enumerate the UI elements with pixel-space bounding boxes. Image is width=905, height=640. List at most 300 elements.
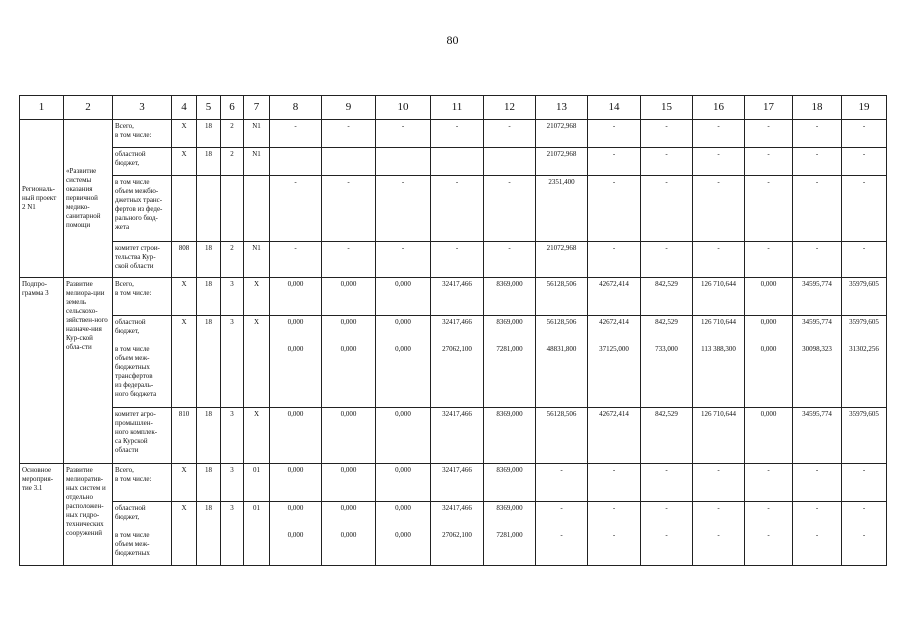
value-cell-col6 <box>221 120 244 148</box>
page-number: 80 <box>446 33 459 47</box>
cell-value: X <box>181 466 187 474</box>
cell-value: 0,000 <box>340 280 357 288</box>
cell-value: 0,000 <box>340 466 357 474</box>
cell-value: 42672,414 <box>599 410 629 418</box>
cell-value: 21072,968 <box>546 122 577 130</box>
value-cell-col10 <box>376 316 431 408</box>
cell-value: 01 <box>253 466 260 474</box>
value-cell-col16 <box>693 278 745 316</box>
value-cell-col18 <box>793 278 842 316</box>
funding-source-line: в том числе <box>115 178 150 186</box>
value-cell-col6 <box>221 502 244 566</box>
cell-value: 32417,466 <box>442 280 472 288</box>
value-cell-col15 <box>641 148 693 176</box>
value-cell-col12 <box>484 464 536 502</box>
cell-value: 0,000 <box>760 345 777 353</box>
cell-value: 18 <box>205 280 212 288</box>
cell-value: 32417,466 <box>442 504 472 512</box>
cell-value: - <box>767 531 770 539</box>
value-cell-col9 <box>322 120 376 148</box>
value-cell-col18 <box>793 408 842 464</box>
funding-source-line: ской области <box>115 262 154 270</box>
cell-value: 810 <box>178 410 190 418</box>
value-cell-col14 <box>588 176 641 242</box>
funding-source-line: бюджетных <box>115 549 150 557</box>
cell-value: 34595,774 <box>802 318 832 326</box>
cell-value: 126 710,644 <box>701 410 736 418</box>
cell-value: - <box>767 178 770 186</box>
funding-source-line: бюджет, <box>115 513 140 521</box>
cell-value: 34595,774 <box>802 410 832 418</box>
cell-value: - <box>862 244 866 252</box>
value-cell-col16 <box>693 148 745 176</box>
value-cell-col10 <box>376 278 431 316</box>
value-cell-col13 <box>536 316 588 408</box>
funding-source-line: бюджет, <box>115 327 140 335</box>
value-cell-col4 <box>172 502 197 566</box>
cell-value: - <box>508 122 511 130</box>
value-cell-col19 <box>842 408 887 464</box>
cell-value: 18 <box>205 150 212 158</box>
cell-value: - <box>612 150 616 158</box>
value-cell-col10 <box>376 120 431 148</box>
cell-value: 126 710,644 <box>701 280 736 288</box>
header-cell-18: 18 <box>793 96 842 120</box>
funding-source-line: в том числе <box>115 345 150 353</box>
value-cell-col10 <box>376 408 431 464</box>
value-cell-col6 <box>221 278 244 316</box>
funding-source-line: в том числе <box>115 531 150 539</box>
funding-source-line: ного комплек- <box>115 428 158 436</box>
funding-source-line: объем меж- <box>115 354 150 362</box>
value-cell-col18 <box>793 176 842 242</box>
cell-value: X <box>181 318 187 326</box>
header-cell-12: 12 <box>484 96 536 120</box>
cell-value: - <box>401 244 405 252</box>
value-cell-col14 <box>588 408 641 464</box>
cell-value: 3 <box>230 410 234 418</box>
cell-value: - <box>347 244 350 252</box>
value-cell-col6 <box>221 408 244 464</box>
cell-value: - <box>560 504 563 512</box>
funding-source-line: бюджетных <box>115 363 150 371</box>
funding-source-line: комитет строи- <box>115 244 160 252</box>
value-cell-col13 <box>536 502 588 566</box>
value-cell-col11 <box>431 148 484 176</box>
value-cell-col10 <box>376 464 431 502</box>
cell-value: - <box>767 150 770 158</box>
value-cell-col17 <box>745 502 793 566</box>
cell-value: - <box>767 466 770 474</box>
cell-value: - <box>717 178 720 186</box>
cell-value: - <box>665 122 668 130</box>
value-cell-col16 <box>693 408 745 464</box>
header-cell-14: 14 <box>588 96 641 120</box>
program-name-cell: Региональ-ный проект 2 N1 <box>20 120 64 278</box>
value-cell-col18 <box>793 464 842 502</box>
cell-value: 0,000 <box>340 504 357 512</box>
value-cell-col17 <box>745 464 793 502</box>
value-cell-col8 <box>270 148 322 176</box>
cell-value: N1 <box>252 150 261 158</box>
cell-value: 21072,968 <box>546 244 577 252</box>
program-name-cell: Основное мероприя-тие 3.1 <box>20 464 64 566</box>
value-cell-col16 <box>693 176 745 242</box>
cell-value: 42672,414 <box>599 318 629 326</box>
cell-value: - <box>401 122 405 130</box>
funding-source-cell <box>113 502 172 566</box>
value-cell-col8 <box>270 316 322 408</box>
cell-value: - <box>767 244 770 252</box>
value-cell-col14 <box>588 242 641 278</box>
cell-value: 0,000 <box>340 531 357 539</box>
cell-value: 0,000 <box>340 410 357 418</box>
cell-value: - <box>612 466 616 474</box>
value-cell-col15 <box>641 242 693 278</box>
cell-value: 2 <box>230 150 234 158</box>
value-cell-col10 <box>376 502 431 566</box>
cell-value: 0,000 <box>287 410 304 418</box>
value-cell-col4 <box>172 408 197 464</box>
cell-value: 8369,000 <box>496 466 523 474</box>
cell-value: - <box>815 244 819 252</box>
cell-value: 32417,466 <box>442 410 472 418</box>
cell-value: 56128,506 <box>546 318 577 326</box>
value-cell-col18 <box>793 242 842 278</box>
program-title-cell: «Развитие системы оказания первичной медико-санитарной помощи <box>64 120 113 278</box>
cell-value: - <box>612 504 616 512</box>
table-row <box>20 278 887 316</box>
cell-value: X <box>253 280 260 288</box>
value-cell-col13 <box>536 148 588 176</box>
value-cell-col7 <box>244 408 270 464</box>
value-cell-col5 <box>197 120 221 148</box>
value-cell-col9 <box>322 278 376 316</box>
cell-value: 34595,774 <box>802 280 832 288</box>
value-cell-col4 <box>172 120 197 148</box>
funding-source-line: фертов из феде- <box>115 205 163 213</box>
value-cell-col15 <box>641 278 693 316</box>
funding-source-cell <box>113 148 172 176</box>
funding-source-line: в том числе: <box>115 131 152 139</box>
value-cell-col15 <box>641 464 693 502</box>
cell-value: 8369,000 <box>496 410 523 418</box>
cell-value: 27062,100 <box>442 345 472 353</box>
cell-value: - <box>665 150 668 158</box>
cell-value: - <box>862 504 866 512</box>
cell-value: - <box>294 122 297 130</box>
value-cell-col5 <box>197 408 221 464</box>
value-cell-col19 <box>842 242 887 278</box>
table-row <box>20 120 887 148</box>
header-cell-7: 7 <box>244 96 270 120</box>
value-cell-col6 <box>221 176 244 242</box>
cell-value: 8369,000 <box>496 504 523 512</box>
cell-value: X <box>181 150 187 158</box>
value-cell-col5 <box>197 278 221 316</box>
cell-value: - <box>294 178 297 186</box>
cell-value: 31302,256 <box>849 345 879 353</box>
value-cell-col6 <box>221 464 244 502</box>
funding-source-line: Всего, <box>115 122 134 130</box>
cell-value: X <box>181 280 187 288</box>
header-cell-15: 15 <box>641 96 693 120</box>
cell-value: 0,000 <box>395 280 411 288</box>
header-cell-19: 19 <box>842 96 887 120</box>
cell-value: - <box>815 178 819 186</box>
value-cell-col17 <box>745 316 793 408</box>
table-row <box>20 464 887 502</box>
funding-source-line: объем межбю- <box>115 187 159 195</box>
cell-value: 0,000 <box>395 531 411 539</box>
cell-value: X <box>253 318 260 326</box>
cell-value: - <box>347 122 350 130</box>
value-cell-col19 <box>842 316 887 408</box>
cell-value: 30098,323 <box>802 345 832 353</box>
value-cell-col18 <box>793 316 842 408</box>
value-cell-col7 <box>244 148 270 176</box>
table-row <box>20 316 887 408</box>
cell-value: - <box>560 531 563 539</box>
cell-value: 2 <box>230 122 234 130</box>
value-cell-col7 <box>244 278 270 316</box>
cell-value: 0,000 <box>395 410 411 418</box>
funding-source-line: рального бюд- <box>115 214 158 222</box>
cell-value: - <box>665 504 668 512</box>
budget-table <box>19 95 887 566</box>
value-cell-col16 <box>693 502 745 566</box>
cell-value: 42672,414 <box>599 280 629 288</box>
funding-source-line: областной <box>115 150 146 158</box>
value-cell-col17 <box>745 242 793 278</box>
value-cell-col9 <box>322 242 376 278</box>
funding-source-line: тельства Кур- <box>115 253 156 261</box>
header-cell-11: 11 <box>431 96 484 120</box>
cell-value: 01 <box>253 504 260 512</box>
cell-value: 0,000 <box>340 318 357 326</box>
value-cell-col5 <box>197 464 221 502</box>
cell-value: 0,000 <box>395 318 411 326</box>
header-row <box>20 96 887 120</box>
value-cell-col17 <box>745 278 793 316</box>
cell-value: - <box>815 531 819 539</box>
value-cell-col5 <box>197 316 221 408</box>
funding-source-line: из федераль- <box>115 381 154 389</box>
value-cell-col19 <box>842 278 887 316</box>
funding-source-cell <box>113 316 172 408</box>
funding-source-cell <box>113 408 172 464</box>
cell-value: - <box>665 178 668 186</box>
value-cell-col19 <box>842 464 887 502</box>
value-cell-col12 <box>484 278 536 316</box>
funding-source-cell <box>113 278 172 316</box>
value-cell-col4 <box>172 148 197 176</box>
value-cell-col9 <box>322 148 376 176</box>
value-cell-col8 <box>270 502 322 566</box>
value-cell-col16 <box>693 120 745 148</box>
header-cell-10: 10 <box>376 96 431 120</box>
value-cell-col4 <box>172 176 197 242</box>
funding-source-line: трансфертов <box>115 372 153 380</box>
cell-value: X <box>181 122 187 130</box>
value-cell-col8 <box>270 278 322 316</box>
cell-value: 18 <box>205 410 212 418</box>
header-cell-1: 1 <box>20 96 64 120</box>
value-cell-col18 <box>793 148 842 176</box>
value-cell-col5 <box>197 176 221 242</box>
header-cell-16: 16 <box>693 96 745 120</box>
value-cell-col9 <box>322 176 376 242</box>
funding-source-line: Всего, <box>115 280 134 288</box>
cell-value: 21072,968 <box>546 150 577 158</box>
cell-value: 35979,605 <box>849 318 879 326</box>
value-cell-col16 <box>693 464 745 502</box>
value-cell-col8 <box>270 242 322 278</box>
value-cell-col16 <box>693 316 745 408</box>
table-row <box>20 176 887 242</box>
value-cell-col4 <box>172 464 197 502</box>
cell-value: - <box>815 466 819 474</box>
cell-value: 35979,605 <box>849 280 879 288</box>
cell-value: - <box>508 178 511 186</box>
cell-value: 56128,506 <box>546 280 577 288</box>
value-cell-col12 <box>484 502 536 566</box>
cell-value: 0,000 <box>287 504 304 512</box>
value-cell-col4 <box>172 242 197 278</box>
cell-value: 0,000 <box>760 410 777 418</box>
value-cell-col14 <box>588 120 641 148</box>
value-cell-col7 <box>244 464 270 502</box>
value-cell-col12 <box>484 148 536 176</box>
header-cell-9: 9 <box>322 96 376 120</box>
funding-source-line: комитет агро- <box>115 410 156 418</box>
value-cell-col19 <box>842 120 887 148</box>
cell-value: - <box>401 178 405 186</box>
cell-value: 0,000 <box>760 318 777 326</box>
value-cell-col5 <box>197 148 221 176</box>
cell-value: 126 710,644 <box>701 318 736 326</box>
cell-value: - <box>455 178 459 186</box>
value-cell-col14 <box>588 316 641 408</box>
cell-value: - <box>665 244 668 252</box>
cell-value: - <box>612 244 616 252</box>
cell-value: 808 <box>178 244 190 252</box>
cell-value: - <box>862 531 866 539</box>
value-cell-col18 <box>793 120 842 148</box>
cell-value: 27062,100 <box>442 531 472 539</box>
cell-value: 0,000 <box>760 280 777 288</box>
cell-value: 842,529 <box>655 280 678 288</box>
value-cell-col10 <box>376 148 431 176</box>
cell-value: 3 <box>230 504 234 512</box>
value-cell-col8 <box>270 408 322 464</box>
value-cell-col9 <box>322 464 376 502</box>
value-cell-col4 <box>172 278 197 316</box>
cell-value: 733,000 <box>655 345 678 353</box>
value-cell-col12 <box>484 408 536 464</box>
cell-value: N1 <box>252 244 261 252</box>
value-cell-col7 <box>244 242 270 278</box>
value-cell-col13 <box>536 464 588 502</box>
value-cell-col14 <box>588 502 641 566</box>
value-cell-col7 <box>244 120 270 148</box>
cell-value: 2351,400 <box>548 178 575 186</box>
value-cell-col9 <box>322 502 376 566</box>
value-cell-col5 <box>197 242 221 278</box>
funding-source-cell <box>113 176 172 242</box>
cell-value: - <box>508 244 511 252</box>
cell-value: 8369,000 <box>496 318 523 326</box>
funding-source-line: областной <box>115 504 146 512</box>
cell-value: 18 <box>205 466 212 474</box>
cell-value: N1 <box>252 122 261 130</box>
cell-value: - <box>717 504 720 512</box>
cell-value: - <box>717 466 720 474</box>
cell-value: - <box>665 466 668 474</box>
value-cell-col15 <box>641 176 693 242</box>
cell-value: - <box>815 150 819 158</box>
program-name-cell: Подпро-грамма 3 <box>20 278 64 464</box>
cell-value: 113 388,300 <box>701 345 736 353</box>
funding-source-line: в том числе: <box>115 289 152 297</box>
cell-value: 32417,466 <box>442 466 472 474</box>
value-cell-col12 <box>484 176 536 242</box>
cell-value: 18 <box>205 244 212 252</box>
value-cell-col15 <box>641 316 693 408</box>
value-cell-col15 <box>641 120 693 148</box>
value-cell-col13 <box>536 242 588 278</box>
value-cell-col11 <box>431 120 484 148</box>
cell-value: - <box>767 122 770 130</box>
cell-value: 0,000 <box>395 504 411 512</box>
value-cell-col15 <box>641 502 693 566</box>
cell-value: - <box>767 504 770 512</box>
value-cell-col7 <box>244 176 270 242</box>
table-row <box>20 148 887 176</box>
program-title-cell: Развитие мелиоратив-ных систем и отдельно расположен-ных гидро-технических сооружений <box>64 464 113 566</box>
cell-value: 2 <box>230 244 234 252</box>
cell-value: 0,000 <box>340 345 357 353</box>
value-cell-col11 <box>431 242 484 278</box>
table-row <box>20 502 887 566</box>
value-cell-col12 <box>484 242 536 278</box>
cell-value: 18 <box>205 318 212 326</box>
cell-value: X <box>253 410 260 418</box>
funding-source-line: областной <box>115 318 146 326</box>
funding-source-line: Всего, <box>115 466 134 474</box>
value-cell-col11 <box>431 176 484 242</box>
cell-value: 3 <box>230 466 234 474</box>
cell-value: 7281,000 <box>496 531 523 539</box>
cell-value: - <box>455 244 459 252</box>
header-cell-6: 6 <box>221 96 244 120</box>
funding-source-cell <box>113 120 172 148</box>
cell-value: - <box>717 244 720 252</box>
value-cell-col6 <box>221 316 244 408</box>
value-cell-col18 <box>793 502 842 566</box>
header-cell-5: 5 <box>197 96 221 120</box>
value-cell-col8 <box>270 464 322 502</box>
value-cell-col14 <box>588 464 641 502</box>
value-cell-col19 <box>842 502 887 566</box>
value-cell-col13 <box>536 278 588 316</box>
value-cell-col17 <box>745 408 793 464</box>
value-cell-col11 <box>431 278 484 316</box>
cell-value: - <box>862 178 866 186</box>
value-cell-col12 <box>484 120 536 148</box>
cell-value: X <box>181 504 187 512</box>
value-cell-col7 <box>244 502 270 566</box>
